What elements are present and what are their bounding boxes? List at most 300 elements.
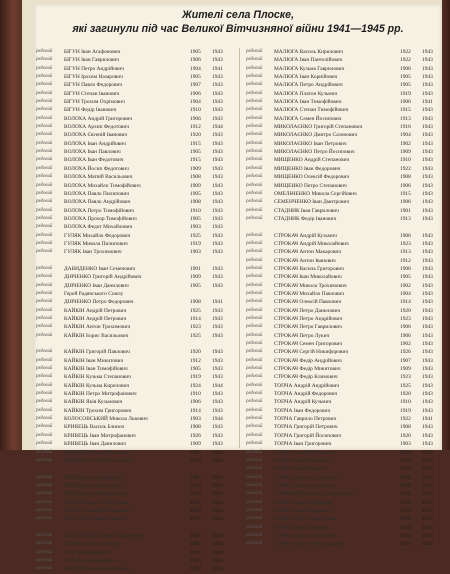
rank-label: рядовий bbox=[246, 140, 263, 146]
person-name: БІГУН Петро Андрійович bbox=[64, 65, 124, 72]
list-item bbox=[34, 123, 234, 131]
list-item bbox=[244, 532, 444, 540]
death-year: 1943 bbox=[422, 140, 433, 147]
person-name: МИЩЕНКО Іван Федорович bbox=[274, 165, 341, 172]
person-name: КАЙКІН Кузьма Кирилович bbox=[64, 382, 130, 389]
list-item bbox=[244, 515, 444, 523]
person-name: ОМЕЛЬЧЕНКО Микола Сергійович bbox=[274, 190, 357, 197]
person-name: ГУЛЯК Микола Пилипович bbox=[64, 240, 128, 247]
list-item bbox=[244, 140, 444, 148]
birth-year: 1905 bbox=[190, 149, 201, 156]
list-item bbox=[34, 515, 234, 523]
list-item bbox=[244, 156, 444, 164]
person-name: ТОПЧА Андрій Кузьмич bbox=[274, 399, 332, 406]
person-name: МИЩЕНКО Андрій Степанович bbox=[274, 157, 350, 164]
death-year: 1943 bbox=[212, 190, 223, 197]
birth-year: 1905 bbox=[190, 190, 201, 197]
list-item bbox=[34, 248, 234, 256]
person-name: ДІЯЧЕНКО Григорій Андрійович bbox=[64, 274, 142, 281]
rank-label: рядовий bbox=[36, 115, 53, 121]
death-year: 1943 bbox=[212, 366, 223, 373]
birth-year: 1902 bbox=[400, 282, 411, 289]
birth-year: 1918 bbox=[190, 457, 201, 464]
rank-label: рядовий bbox=[36, 332, 53, 338]
death-year: 1943 bbox=[422, 74, 433, 81]
death-year: 1943 bbox=[212, 149, 223, 156]
list-item bbox=[34, 165, 234, 173]
birth-year: 1920 bbox=[190, 132, 201, 139]
birth-year: 1920 bbox=[400, 391, 411, 398]
birth-year: 1908 bbox=[190, 199, 201, 206]
rank-label: рядовий bbox=[246, 99, 263, 105]
death-year: 1943 bbox=[422, 290, 433, 297]
birth-year: 1915 bbox=[190, 557, 201, 564]
person-name: СТРОКАЧ Петро Лукич bbox=[274, 332, 330, 339]
death-year: 1943 bbox=[422, 165, 433, 172]
title-line-2: які загинули під час Великої Вітчизняної війни 1941—1945 рр. bbox=[72, 23, 404, 35]
death-year: 1943 bbox=[212, 549, 223, 556]
person-name: ДАВИДЕНКО Іван Семенович bbox=[64, 265, 136, 272]
birth-year: 1920 bbox=[400, 432, 411, 439]
death-year: 1943 bbox=[212, 174, 223, 181]
birth-year: 1920 bbox=[400, 449, 411, 456]
list-item bbox=[244, 524, 444, 532]
list-item bbox=[244, 423, 444, 431]
rank-label: рядовий bbox=[246, 382, 263, 388]
birth-year: 1912 bbox=[190, 357, 201, 364]
list-item bbox=[34, 365, 234, 373]
list-item bbox=[244, 223, 444, 231]
rank-label: рядовий bbox=[36, 424, 53, 430]
death-year: 1943 bbox=[422, 282, 433, 289]
birth-year: 1903 bbox=[190, 449, 201, 456]
person-name: МАЛЮГА Платон Кузьмич bbox=[274, 90, 338, 97]
person-name: КРИВЕЦЬ Василь Блиноч bbox=[64, 424, 125, 431]
list-item bbox=[244, 290, 444, 298]
death-year: 1943 bbox=[212, 274, 223, 281]
person-name: СТРОКАЧ Петро Гаврилович bbox=[274, 324, 342, 331]
rank-label: рядовий bbox=[246, 157, 263, 163]
rank-label: рядовий bbox=[36, 566, 53, 572]
birth-year: 1909 bbox=[190, 441, 201, 448]
list-item bbox=[244, 98, 444, 106]
person-name: КАЙКІН Іван Тимофійович bbox=[64, 366, 128, 373]
list-item bbox=[244, 115, 444, 123]
death-year: 1943 bbox=[422, 391, 433, 398]
rank-label: рядовий bbox=[36, 307, 53, 313]
rank-label: рядовий bbox=[246, 240, 263, 246]
list-item bbox=[34, 532, 234, 540]
list-item bbox=[244, 182, 444, 190]
death-year: 1943 bbox=[212, 232, 223, 239]
birth-year: 1919 bbox=[190, 374, 201, 381]
person-name: БІГУН Трохим Охрімович bbox=[64, 99, 125, 106]
death-year: 1943 bbox=[212, 82, 223, 89]
rank-label: рядовий bbox=[36, 316, 53, 321]
list-item bbox=[244, 457, 444, 465]
person-name: ТОПЧА Іван Федорович bbox=[274, 507, 331, 514]
death-year: 1941 bbox=[422, 99, 433, 106]
death-year: 1943 bbox=[422, 532, 433, 539]
death-year: 1943 bbox=[422, 240, 433, 247]
list-item bbox=[34, 56, 234, 64]
birth-year: 1908 bbox=[400, 516, 411, 523]
birth-year: 1903 bbox=[190, 249, 201, 256]
list-item bbox=[34, 540, 234, 548]
list-item bbox=[244, 315, 444, 323]
person-name: КРИВЕЦЬ Петро Васильович bbox=[64, 457, 133, 464]
birth-year: 1923 bbox=[400, 316, 411, 322]
birth-year: 1908 bbox=[400, 424, 411, 431]
title-line-1: Жителі села Плоске, bbox=[181, 9, 295, 21]
birth-year: 1926 bbox=[400, 491, 411, 498]
birth-year: 1910 bbox=[190, 207, 201, 214]
death-year: 1943 bbox=[422, 265, 433, 272]
rank-label: рядовий bbox=[246, 366, 263, 372]
rank-label: рядовий bbox=[246, 332, 263, 338]
rank-label: рядовий bbox=[36, 149, 53, 155]
person-name: МАЛЮГА Петро Андрійович bbox=[274, 82, 343, 89]
list-item bbox=[34, 465, 234, 473]
rank-label: рядовий bbox=[36, 541, 53, 547]
rank-label: рядовий bbox=[36, 215, 53, 221]
birth-year: 1906 bbox=[400, 199, 411, 206]
rank-label: рядовий bbox=[36, 274, 53, 280]
person-name: СТРОКАЧ Антон Іванович bbox=[274, 257, 336, 264]
person-name: СТРОКАЧ Сергій Никифорович bbox=[274, 349, 349, 356]
birth-year: 1922 bbox=[400, 416, 411, 423]
rank-label: рядовий bbox=[246, 265, 263, 271]
person-name: ТОПЧА Іван Петрович bbox=[274, 466, 327, 473]
person-name: ВОЛОХА Прохор Тимофійович bbox=[64, 215, 137, 222]
birth-year: 1910 bbox=[190, 482, 201, 489]
rank-label: рядовий bbox=[246, 482, 263, 488]
list-item bbox=[34, 290, 234, 298]
death-year: 1943 bbox=[422, 466, 433, 473]
person-name: ДІЯЧЕНКО Петро Федорович bbox=[64, 299, 134, 306]
death-year: 1943 bbox=[422, 516, 433, 523]
person-name: БІГУН Павло Федорович bbox=[64, 82, 123, 89]
list-item bbox=[244, 407, 444, 415]
list-item bbox=[34, 415, 234, 423]
birth-year: 1904 bbox=[400, 132, 411, 139]
memorial-sheet bbox=[34, 4, 442, 573]
rank-label: рядовий bbox=[246, 532, 263, 538]
birth-year: 1910 bbox=[190, 107, 201, 114]
birth-year: 1918 bbox=[400, 499, 411, 506]
death-year: 1943 bbox=[212, 140, 223, 147]
person-name: ТОПЧА Андрій Андрійович bbox=[274, 382, 340, 389]
person-name: МИКОЛАЄНКО Дмитро Сазонович bbox=[274, 132, 358, 139]
birth-year: 1915 bbox=[400, 190, 411, 197]
list-item bbox=[244, 73, 444, 81]
birth-year: 1906 bbox=[190, 57, 201, 64]
death-year: 1943 bbox=[212, 349, 223, 356]
birth-year: 1919 bbox=[400, 457, 411, 464]
person-name: СТРОКАЧ Федір Климович bbox=[274, 374, 338, 381]
death-year: 1943 bbox=[422, 215, 433, 222]
person-name: ВОЛОХА Михайло Тимофійович bbox=[64, 182, 141, 189]
rank-label: рядовий bbox=[246, 282, 263, 288]
birth-year: 1905 bbox=[190, 49, 201, 55]
list-item bbox=[244, 365, 444, 373]
person-name: СТРОКАЧ Іван Миколайович bbox=[274, 274, 342, 281]
person-name: ЛЕСЮК Іван Андрійович bbox=[64, 474, 124, 481]
rank-label: рядовий bbox=[246, 474, 263, 480]
list-item bbox=[244, 123, 444, 131]
person-name: КОЛОСОВСЬКИЙ Микола Львович bbox=[64, 416, 148, 423]
list-item bbox=[34, 140, 234, 148]
rank-label: рядовий bbox=[246, 290, 263, 296]
person-name: ЛЕСЮК Іван Микодорович bbox=[64, 491, 128, 498]
rank-label: рядовий bbox=[36, 240, 53, 246]
rank-label: рядовий bbox=[246, 499, 263, 505]
death-year: 1943 bbox=[422, 324, 433, 331]
person-name: СЕМЕНЧЕНКО Іван Дмитрович bbox=[274, 199, 350, 206]
death-year: 1943 bbox=[212, 249, 223, 256]
list-item bbox=[34, 106, 234, 114]
person-name: БІГУН Степан Іванович bbox=[64, 90, 120, 97]
person-name: КАЙКІН Григорій Павлович bbox=[64, 349, 130, 356]
death-year: 1943 bbox=[212, 99, 223, 106]
rank-label: рядовий bbox=[36, 265, 53, 271]
birth-year: 1905 bbox=[190, 282, 201, 289]
birth-year: 1913 bbox=[400, 115, 411, 122]
birth-year: 1906 bbox=[400, 99, 411, 106]
list-item bbox=[34, 190, 234, 198]
death-year: 1943 bbox=[212, 482, 223, 489]
person-name: ЛИСТОПАД Іван Іванович bbox=[64, 516, 127, 523]
list-item bbox=[34, 257, 234, 265]
column-divider bbox=[239, 48, 240, 448]
rank-label: рядовий bbox=[36, 282, 53, 288]
birth-year: 1928 bbox=[190, 507, 201, 514]
person-name: СТАДНИК Федір Іванович bbox=[274, 215, 337, 222]
death-year: 1943 bbox=[422, 90, 433, 97]
person-name: КАЙКІН Трохим Григорович bbox=[64, 407, 132, 414]
rank-label: рядовий bbox=[36, 157, 53, 163]
person-name: ГУЛЯК Михайло Федорович bbox=[64, 232, 131, 239]
person-name: КРИВЕЦЬ Іван Митрофанович bbox=[64, 432, 136, 439]
person-name: СТРОКАЧ Микола Трохимович bbox=[274, 282, 347, 289]
list-item bbox=[244, 474, 444, 482]
list-item bbox=[34, 207, 234, 215]
birth-year: 1905 bbox=[190, 366, 201, 373]
person-name: СТРОКАЧ Андрій Кузьмич bbox=[274, 232, 337, 239]
rank-label: рядовий bbox=[246, 357, 263, 363]
death-year: 1943 bbox=[212, 324, 223, 331]
death-year: 1943 bbox=[212, 316, 223, 322]
rank-label: рядовий bbox=[246, 541, 263, 547]
person-name: ВОЛОХА Павло Пилипович bbox=[64, 190, 130, 197]
rank-label: рядовий bbox=[36, 90, 53, 96]
person-name: ТОПЧА Прохор Семенович bbox=[274, 532, 338, 539]
birth-year: 1915 bbox=[190, 140, 201, 147]
birth-year: 1919 bbox=[190, 240, 201, 247]
rank-label: рядовий bbox=[36, 49, 53, 54]
birth-year: 1903 bbox=[190, 416, 201, 423]
birth-year: 1906 bbox=[400, 332, 411, 339]
death-year: 1943 bbox=[422, 374, 433, 381]
birth-year: 1913 bbox=[400, 215, 411, 222]
rank-label: рядовий bbox=[36, 374, 53, 380]
list-item bbox=[34, 398, 234, 406]
birth-year: 1926 bbox=[190, 432, 201, 439]
rank-label: рядовий bbox=[246, 207, 263, 213]
death-year: 1943 bbox=[212, 182, 223, 189]
rank-label: рядовий bbox=[36, 224, 53, 230]
person-name: КАЙКІН Антон Трохимович bbox=[64, 324, 131, 331]
birth-year: 1906 bbox=[400, 65, 411, 72]
rank-label: рядовий bbox=[36, 449, 53, 455]
list-item bbox=[244, 56, 444, 64]
person-name: МАЛЮГА Кузьма Гаврилович bbox=[274, 65, 345, 72]
list-item bbox=[34, 340, 234, 348]
death-year: 1943 bbox=[212, 165, 223, 172]
person-name: ТОПЧА Григорій Петрович bbox=[274, 424, 338, 431]
rank-label: рядовий bbox=[36, 190, 53, 196]
list-item bbox=[34, 524, 234, 532]
rank-label: рядовий bbox=[36, 74, 53, 80]
birth-year: 1907 bbox=[190, 82, 201, 89]
birth-year: 1905 bbox=[400, 74, 411, 81]
birth-year: 1907 bbox=[400, 357, 411, 364]
person-name: ТОПЧА Іван Григорович bbox=[274, 441, 332, 448]
birth-year: 1915 bbox=[400, 107, 411, 114]
list-item bbox=[34, 232, 234, 240]
birth-year: 1910 bbox=[400, 524, 411, 531]
rank-label: рядовий bbox=[246, 182, 263, 188]
rank-label: рядовий bbox=[36, 182, 53, 188]
death-year: 1943 bbox=[422, 366, 433, 373]
person-name: МИКОЛАЄНКО Григорій Степанович bbox=[274, 124, 363, 131]
rank-label: рядовий bbox=[246, 74, 263, 80]
person-name: ТОПЧА Пилип Дмитрович bbox=[274, 516, 337, 523]
person-name: КРИВЕЦЬ Іван Данилович bbox=[64, 441, 126, 448]
death-year: 1943 bbox=[422, 132, 433, 139]
person-name: ВОЛОХА Євгеній Іванович bbox=[64, 132, 128, 139]
rank-label: рядовий bbox=[246, 49, 263, 54]
person-name: МАЛЮГА Іван Тимофійович bbox=[274, 99, 342, 106]
death-year: 1943 bbox=[422, 424, 433, 431]
birth-year: 1908 bbox=[400, 482, 411, 489]
list-item bbox=[34, 223, 234, 231]
person-name: МИКОЛАЄНКО Петро Йосипович bbox=[274, 149, 355, 156]
birth-year: 1919 bbox=[400, 90, 411, 97]
death-year: 1943 bbox=[422, 299, 433, 306]
death-year: 1943 bbox=[422, 249, 433, 256]
death-year: 1943 bbox=[422, 49, 433, 55]
list-item bbox=[244, 357, 444, 365]
death-year: 1943 bbox=[212, 215, 223, 222]
list-item bbox=[244, 106, 444, 114]
rank-label: рядовий bbox=[246, 516, 263, 522]
list-item bbox=[34, 382, 234, 390]
rank-label: рядовий bbox=[36, 416, 53, 422]
birth-year: 1906 bbox=[190, 90, 201, 97]
rank-label: рядовий bbox=[36, 174, 53, 180]
rank-label: рядовий bbox=[246, 174, 263, 180]
birth-year: 1925 bbox=[190, 307, 201, 314]
person-name: ВОЛОХА Федот Михайлович bbox=[64, 224, 133, 231]
list-item bbox=[244, 48, 444, 56]
rank-label: рядовий bbox=[246, 324, 263, 330]
person-name: СТРОКАЧ Олексій Павлович bbox=[274, 299, 342, 306]
birth-year: 1904 bbox=[190, 65, 201, 72]
person-name: ТОПЧА Іван Андрійович bbox=[274, 499, 333, 506]
book-page bbox=[22, 0, 442, 573]
person-name: СТРОКАЧ Семен Григорович bbox=[274, 341, 343, 348]
person-name: СТРОКАЧ Антон Макарович bbox=[274, 249, 342, 256]
list-item bbox=[244, 282, 444, 290]
death-year: 1943 bbox=[422, 482, 433, 489]
rank-label: рядовий bbox=[36, 407, 53, 413]
birth-year: 1910 bbox=[400, 157, 411, 164]
rank-label: рядовий bbox=[36, 499, 53, 505]
rank-label: рядовий bbox=[246, 399, 263, 405]
person-name: КРИВЕЦЬ Федір Микитович bbox=[64, 449, 131, 456]
birth-year: 1906 bbox=[400, 324, 411, 331]
death-year: 1943 bbox=[212, 357, 223, 364]
death-year: 1943 bbox=[422, 82, 433, 89]
birth-year: 1908 bbox=[190, 424, 201, 431]
person-name: КАЙКІН Яків Кузьмович bbox=[64, 399, 123, 406]
rank-label: рядовий bbox=[246, 441, 263, 447]
death-year: 1943 bbox=[422, 124, 433, 131]
list-item bbox=[244, 131, 444, 139]
rank-label: рядовий bbox=[246, 491, 263, 497]
death-year: 1943 bbox=[212, 107, 223, 114]
rank-label: рядовий bbox=[36, 391, 53, 397]
birth-year: 1910 bbox=[400, 541, 411, 548]
death-year: 1943 bbox=[212, 157, 223, 164]
rank-label: рядовий bbox=[246, 507, 263, 513]
birth-year: 1909 bbox=[190, 165, 201, 172]
death-year: 1943 bbox=[422, 441, 433, 448]
death-year: 1943 bbox=[212, 499, 223, 506]
list-item bbox=[34, 98, 234, 106]
list-item bbox=[244, 207, 444, 215]
rank-label: рядовий bbox=[36, 557, 53, 563]
list-item bbox=[244, 90, 444, 98]
person-name: ТОПЧА Петро Олександрович bbox=[274, 541, 345, 548]
birth-year: 1910 bbox=[400, 399, 411, 406]
rank-label: рядовий bbox=[246, 307, 263, 313]
rank-label: рядовий bbox=[36, 124, 53, 130]
list-item bbox=[34, 432, 234, 440]
rank-label: рядовий bbox=[36, 491, 53, 497]
death-year: 1944 bbox=[212, 416, 223, 423]
birth-year: 1900 bbox=[190, 566, 201, 573]
rank-label: рядовий bbox=[36, 199, 53, 205]
rank-label: рядовий bbox=[246, 115, 263, 121]
person-name: ТОПЧА Андрій Федорович bbox=[274, 391, 338, 398]
birth-year: 1916 bbox=[190, 516, 201, 523]
list-item bbox=[244, 415, 444, 423]
birth-year: 1906 bbox=[190, 399, 201, 406]
rank-label: рядовий bbox=[36, 399, 53, 405]
birth-year: 1903 bbox=[400, 441, 411, 448]
list-item bbox=[244, 265, 444, 273]
death-year: 1943 bbox=[422, 382, 433, 389]
death-year: 1943 bbox=[212, 199, 223, 206]
list-item bbox=[34, 156, 234, 164]
rank-label: рядовий bbox=[246, 132, 263, 138]
list-item bbox=[244, 382, 444, 390]
list-item bbox=[34, 65, 234, 73]
rank-label: рядовий bbox=[36, 99, 53, 105]
birth-year: 1904 bbox=[190, 99, 201, 106]
